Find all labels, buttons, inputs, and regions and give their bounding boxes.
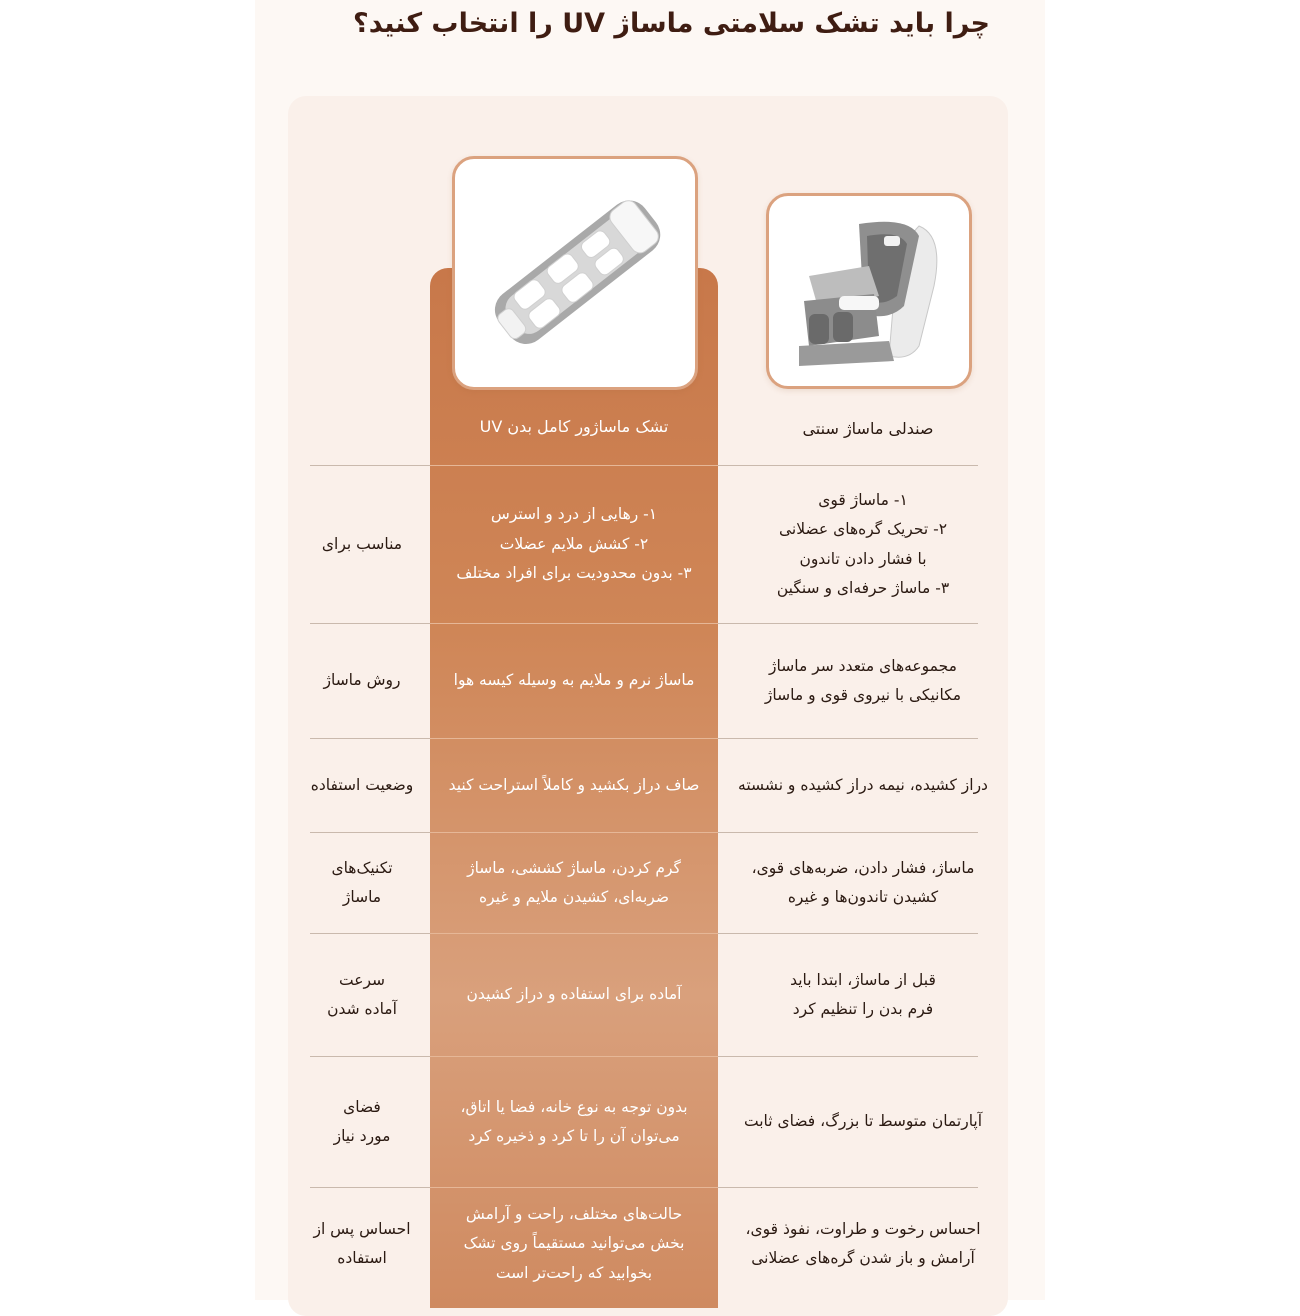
cell-mat-feeling-after-use: حالت‌های مختلف، راحت و آرامش بخش می‌توانید مستقیماً روی تشک بخوابید که راحت‌تر است [463, 1204, 685, 1282]
cell-mat-suitable-for: ۱- رهایی از درد و استرس ۲- کشش ملایم عضلات ۳- بدون محدودیت برای افراد مختلف [456, 505, 692, 583]
cell-chair-massage-techniques: ماساژ، فشار دادن، ضربه‌های قوی، کشیدن تاندون‌ها و غیره [751, 858, 975, 906]
column-header-mat: تشک ماساژور کامل بدن UV [479, 417, 669, 436]
massage-chair-image [766, 193, 972, 389]
page-title: چرا باید تشک سلامتی ماساژ UV را انتخاب کنید؟ [353, 8, 990, 39]
cell-chair-required-space: آپارتمان متوسط تا بزرگ، فضای ثابت [743, 1112, 983, 1131]
cell-mat-required-space: بدون توجه به نوع خانه، فضا یا اتاق، می‌توان آن را تا کرد و ذخیره کرد [460, 1097, 688, 1145]
row-label-massage-method: روش ماساژ [323, 671, 401, 690]
row-label-suitable-for: مناسب برای [321, 534, 403, 553]
row-label-massage-techniques: تکنیک‌های ماساژ [331, 858, 393, 906]
cell-mat-setup-speed: آماده برای استفاده و دراز کشیدن [466, 985, 682, 1004]
cell-mat-massage-techniques: گرم کردن، ماساژ کششی، ماساژ ضربه‌ای، کشیدن ملایم و غیره [467, 858, 681, 906]
massage-mat-icon [455, 159, 695, 387]
cell-chair-feeling-after-use: احساس رخوت و طراوت، نفوذ قوی، آرامش و باز شدن گره‌های عضلانی [745, 1219, 981, 1267]
massage-mat-image [452, 156, 698, 390]
column-header-chair: صندلی ماساژ سنتی [802, 419, 934, 438]
cell-mat-usage-position: صاف دراز بکشید و کاملاً استراحت کنید [448, 775, 700, 794]
cell-chair-massage-method: مجموعه‌های متعدد سر ماساژ مکانیکی با نیروی قوی و ماساژ [764, 656, 962, 704]
row-label-feeling-after-use: احساس پس از استفاده [313, 1219, 411, 1267]
massage-chair-icon [769, 196, 969, 386]
row-label-setup-speed: سرعت آماده شدن [327, 970, 397, 1018]
cell-chair-usage-position: دراز کشیده، نیمه دراز کشیده و نشسته [738, 775, 988, 794]
row-label-usage-position: وضعیت استفاده [310, 775, 414, 794]
row-label-required-space: فضای مورد نیاز [333, 1097, 391, 1145]
cell-chair-setup-speed: قبل از ماساژ، ابتدا باید فرم بدن را تنظیم کرد [790, 970, 936, 1018]
cell-chair-suitable-for: ۱- ماساژ قوی ۲- تحریک گره‌های عضلانی با فشار دادن تاندون ۳- ماساژ حرفه‌ای و سنگین [776, 490, 950, 597]
cell-mat-massage-method: ماساژ نرم و ملایم به وسیله کیسه هوا [453, 671, 695, 690]
